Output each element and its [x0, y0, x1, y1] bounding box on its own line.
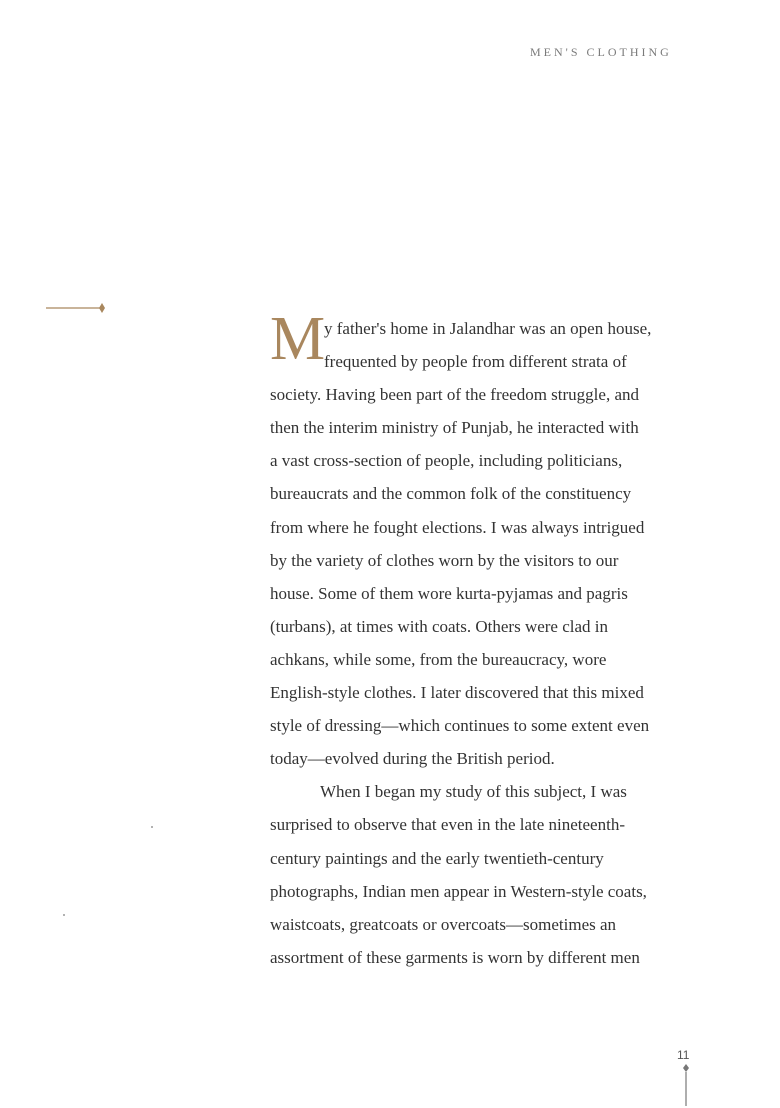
paragraph-2-line: surprised to observe that even in the late nineteenth- — [270, 815, 625, 835]
paragraph-2-line: assortment of these garments is worn by different men — [270, 947, 640, 967]
paragraph-1-line: (turbans), at times with coats. Others were clad in — [270, 616, 609, 636]
paragraph-1-line: today—evolved during the British period. — [270, 749, 555, 769]
paragraph-1-line: house. Some of them wore kurta-pyjamas and pagris — [270, 583, 628, 603]
drop-cap: M — [270, 305, 326, 373]
paper-speck — [151, 826, 153, 828]
paragraph-1-line: style of dressing—which continues to some extent even — [270, 716, 650, 736]
body-text — [270, 305, 690, 974]
paragraph-1-line: by the variety of clothes worn by the visitors to our — [270, 550, 619, 570]
paragraph-2-line: waistcoats, greatcoats or overcoats—sometimes an — [270, 914, 617, 934]
paragraph-1-line: society. Having been part of the freedom struggle, and — [270, 385, 639, 405]
ornament-line-icon — [46, 300, 110, 316]
paragraph-1-line: bureaucrats and the common folk of the constituency — [270, 484, 632, 504]
paragraph-2-line: When I began my study of this subject, I was — [320, 782, 627, 802]
paragraph-1-line: from where he fought elections. I was always intrigued — [270, 517, 645, 537]
paragraph-1-line: achkans, while some, from the bureaucracy, wore — [270, 649, 607, 669]
paragraph-1-line: then the interim ministry of Punjab, he interacted with — [270, 418, 639, 438]
paragraph-1-line-2: frequented by people from different strata of — [324, 352, 627, 372]
paragraph-1-line: a vast cross-section of people, including politicians, — [270, 451, 623, 471]
paragraph-1-line — [270, 345, 690, 378]
page-number: 11 — [677, 1048, 690, 1062]
paragraph-1-line: English-style clothes. I later discovered that this mixed — [270, 683, 644, 703]
paragraph-2-line: century paintings and the early twentieth-century — [270, 848, 604, 868]
running-head: MEN'S CLOTHING — [530, 45, 672, 59]
paragraph-2-line: photographs, Indian men appear in Western-style coats, — [270, 881, 647, 901]
paper-speck — [63, 914, 65, 916]
paragraph-1-line-1: y father's home in Jalandhar was an open house, — [324, 319, 652, 338]
ornament-vertical-icon — [680, 1062, 692, 1106]
